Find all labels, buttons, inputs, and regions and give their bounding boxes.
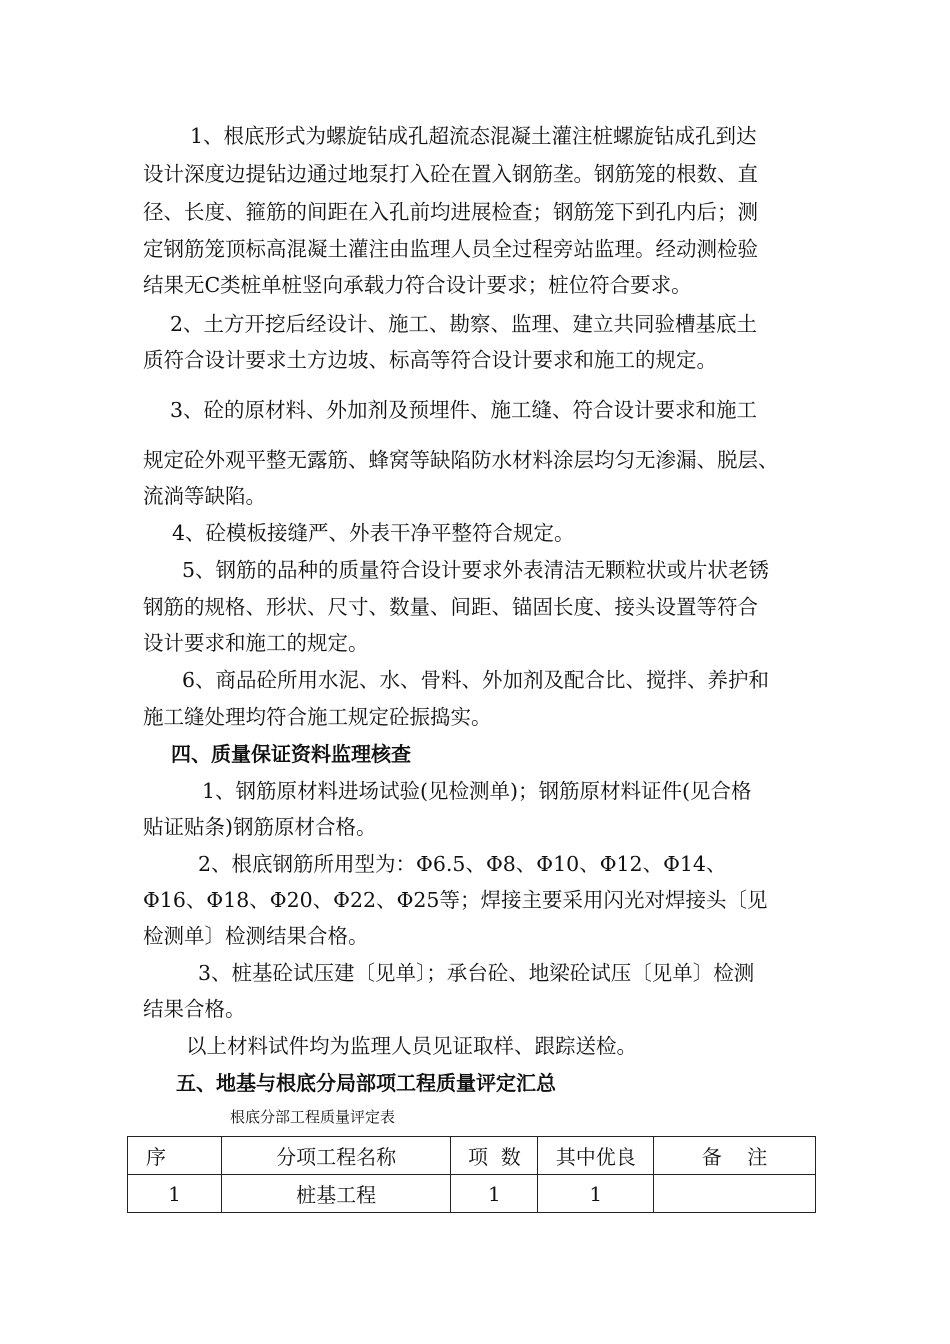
paragraph-line: 质符合设计要求土方边坡、标高等符合设计要求和施工的规定。 — [143, 348, 717, 372]
paragraph-line: 以上材料试件均为监理人员见证取样、跟踪送检。 — [186, 1034, 637, 1058]
paragraph-line: 检测单〕检测结果合格。 — [143, 924, 369, 948]
paragraph-line: 规定砼外观平整无露筋、蜂窝等缺陷防水材料涂层均匀无渗漏、脱层、 — [143, 448, 779, 472]
paragraph-line: 钢筋的规格、形状、尺寸、数量、间距、锚固长度、接头设置等符合 — [143, 595, 758, 619]
table-header-cell: 序 — [128, 1137, 222, 1175]
table-header-cell: 分项工程名称 — [221, 1137, 451, 1175]
paragraph-line: 贴证贴条)钢筋原材合格。 — [143, 815, 377, 839]
paragraph-line: Φ16、Φ18、Φ20、Φ22、Φ25等；焊接主要采用闪光对焊接头〔见 — [143, 888, 768, 912]
paragraph-line: 施工缝处理均符合施工规定砼振捣实。 — [143, 705, 492, 729]
table-cell: 1 — [538, 1175, 654, 1213]
paragraph-line: 2、土方开挖后经设计、施工、勘察、监理、建立共同验槽基底土 — [170, 312, 758, 336]
paragraph-line: 4、砼模板接缝严、外表干净平整符合规定。 — [172, 521, 575, 545]
table-cell — [654, 1175, 816, 1213]
paragraph-line: 径、长度、箍筋的间距在入孔前均进展检查；钢筋笼下到孔内后；测 — [143, 200, 758, 224]
table-row — [128, 1175, 816, 1213]
table-header-cell: 其中优良 — [538, 1137, 654, 1175]
paragraph-line: 结果合格。 — [143, 997, 246, 1021]
paragraph-line: 5、钢筋的品种的质量符合设计要求外表清洁无颗粒状或片状老锈 — [182, 558, 770, 582]
table-cell: 1 — [128, 1175, 222, 1213]
table-header-cell: 备 注 — [654, 1137, 816, 1175]
table-header-row — [128, 1137, 816, 1175]
table-header-cell: 项 数 — [451, 1137, 538, 1175]
paragraph-line: 2、根底钢筋所用型为：Φ6.5、Φ8、Φ10、Φ12、Φ14、 — [198, 852, 727, 876]
paragraph-line: 3、砼的原材料、外加剂及预埋件、施工缝、符合设计要求和施工 — [170, 398, 758, 422]
paragraph-line: 1、根底形式为螺旋钻成孔超流态混凝土灌注桩螺旋钻成孔到达 — [190, 124, 757, 148]
section-heading: 五、地基与根底分局部项工程质量评定汇总 — [176, 1071, 556, 1095]
paragraph-line: 设计深度边提钻边通过地泵打入砼在置入钢筋垄。钢筋笼的根数、直 — [143, 162, 758, 186]
quality-table — [127, 1136, 816, 1213]
paragraph-line: 定钢筋笼顶标高混凝土灌注由监理人员全过程旁站监理。经动测检验 — [143, 237, 758, 261]
table-caption: 根底分部工程质量评定表 — [230, 1108, 396, 1126]
table-cell: 1 — [451, 1175, 538, 1213]
paragraph-line: 设计要求和施工的规定。 — [143, 631, 369, 655]
table-cell: 桩基工程 — [221, 1175, 451, 1213]
paragraph-line: 6、商品砼所用水泥、水、骨料、外加剂及配合比、搅拌、养护和 — [182, 668, 770, 692]
paragraph-line: 1、钢筋原材料进场试验(见检测单)；钢筋原材料证件(见合格 — [202, 779, 752, 803]
paragraph-line: 结果无C类桩单桩竖向承载力符合设计要求；桩位符合要求。 — [143, 273, 692, 297]
paragraph-line: 3、桩基砼试压建〔见单〕；承台砼、地梁砼试压〔见单〕检测 — [198, 961, 755, 985]
paragraph-line: 流淌等缺陷。 — [143, 484, 266, 508]
section-heading: 四、质量保证资料监理核查 — [171, 742, 411, 766]
